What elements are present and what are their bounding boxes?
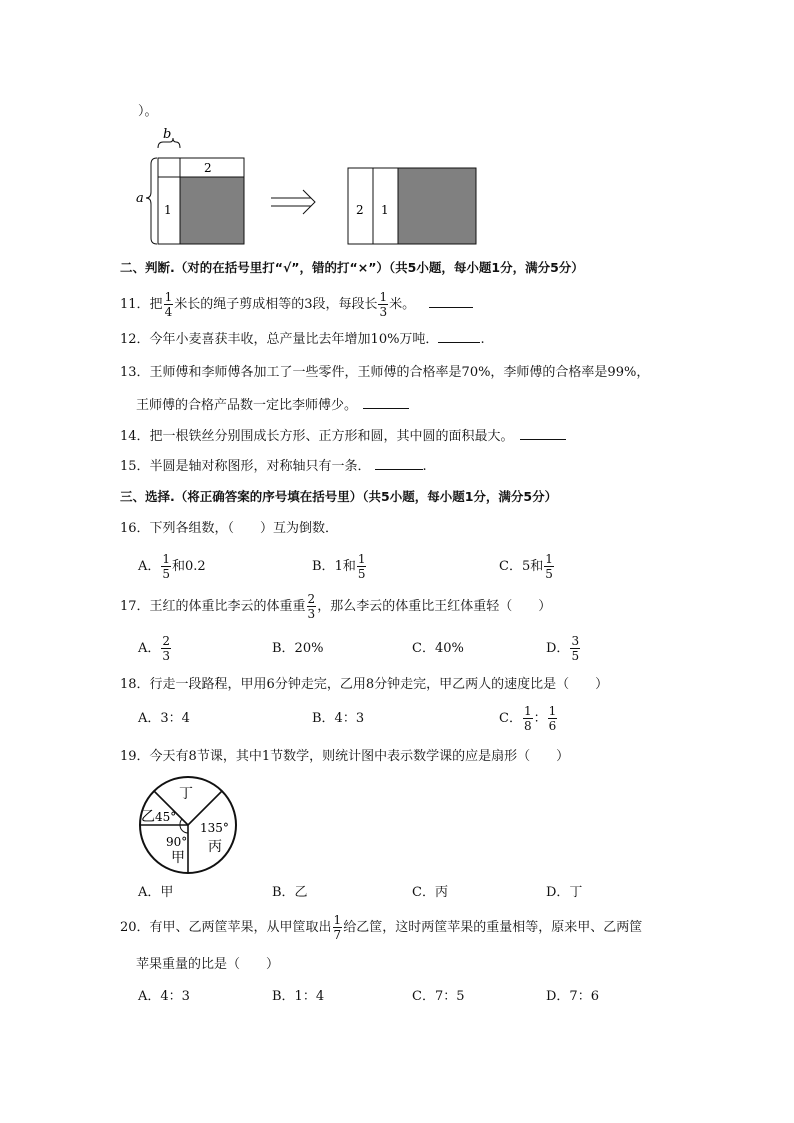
sector-jia-angle: 90° [166, 835, 188, 849]
sector-yi-label: 乙 [141, 809, 155, 825]
question-17: 17．王红的体重比李云的体重重 $\frac{2}{3}$ ，那么李云的体重比王红体重轻（ ） [120, 592, 552, 621]
question-13-line2: 王师傅的合格产品数一定比李师傅少。 [136, 396, 409, 415]
q17-option-a[interactable]: A． $\frac{2}{3}$ [138, 634, 171, 663]
sector-ding-label: 丁 [179, 786, 193, 802]
right-shaded-square [398, 168, 476, 244]
sector-bing-label: 丙 [208, 839, 222, 855]
q14-answer-blank[interactable] [520, 427, 566, 440]
left-shaded-square [180, 177, 244, 244]
q20-option-d[interactable]: D．7：6 [546, 989, 599, 1004]
q13-answer-blank[interactable] [363, 396, 409, 409]
q18-option-a[interactable]: A．3：4 [138, 711, 190, 726]
b-label: b [163, 128, 172, 142]
question-15: 15．半圆是轴对称图形，对称轴只有一条． . [120, 459, 427, 474]
double-arrow-icon [271, 190, 315, 214]
question-12: 12．今年小麦喜获丰收，总产量比去年增加10%万吨． . [120, 332, 485, 347]
right-strip-label-1: 1 [381, 203, 389, 217]
question-19: 19．今天有8节课，其中1节数学，则统计图中表示数学课的应是扇形（ ） [120, 749, 570, 764]
section3-heading: 三、选择.（将正确答案的序号填在括号里）（共5小题，每小题1分，满分5分） [120, 489, 558, 504]
q12-answer-blank[interactable] [438, 330, 480, 343]
q19-option-c[interactable]: C．丙 [412, 885, 448, 900]
a-brace [146, 158, 157, 244]
answer-paren-fragment: ）。 [138, 104, 158, 119]
q11-answer-blank[interactable] [429, 295, 473, 308]
left-strip-label: 1 [164, 203, 172, 217]
q16-option-c[interactable]: C．5和 $\frac{1}{5}$ [499, 552, 553, 581]
q17-option-c[interactable]: C．40% [412, 641, 464, 656]
q16-option-b[interactable]: B．1和 $\frac{1}{5}$ [312, 552, 366, 581]
top-strip-label: 2 [204, 161, 212, 175]
question-16: 16．下列各组数，（ ）互为倒数． [120, 521, 339, 536]
right-strip-label-2: 2 [356, 203, 364, 217]
q17-option-b[interactable]: B．20% [272, 641, 324, 656]
q19-option-b[interactable]: B．乙 [272, 885, 308, 900]
q19-option-a[interactable]: A．甲 [138, 885, 174, 900]
q15-answer-blank[interactable] [375, 457, 423, 470]
q16-option-a[interactable]: A． $\frac{1}{5}$ 和0.2 [138, 552, 206, 581]
q20-option-a[interactable]: A．4：3 [138, 989, 190, 1004]
question-18: 18．行走一段路程，甲用6分钟走完，乙用8分钟走完，甲乙两人的速度比是（ ） [120, 677, 609, 692]
rectangle-transform-figure [135, 128, 480, 248]
q20-option-c[interactable]: C．7：5 [412, 989, 465, 1004]
sector-jia-label: 甲 [171, 850, 185, 866]
q17-option-d[interactable]: D． $\frac{3}{5}$ [546, 634, 580, 663]
pie-chart-figure [136, 774, 242, 878]
question-20-line1: 20．有甲、乙两筐苹果，从甲筐取出 $\frac{1}{7}$ 给乙筐，这时两筐苹果的重量相等，原来甲、乙两筐 [120, 913, 643, 942]
question-11: 11．把 $\frac{1}{4}$ 米长的绳子剪成相等的3段，每段长 $\frac{1}{3}$ 米。 [120, 290, 473, 320]
a-label: a [136, 191, 144, 206]
question-20-line2: 苹果重量的比是（ ） [136, 957, 280, 972]
q18-option-b[interactable]: B．4：3 [312, 711, 365, 726]
q20-option-b[interactable]: B．1：4 [272, 989, 325, 1004]
question-14: 14．把一根铁丝分别围成长方形、正方形和圆，其中圆的面积最大。 [120, 427, 566, 446]
sector-yi-angle: 45° [155, 810, 177, 824]
q18-option-c[interactable]: C． $\frac{1}{8}$ ： $\frac{1}{6}$ [499, 704, 557, 733]
section2-heading: 二、判断.（对的在括号里打“√”，错的打“×”）（共5小题，每小题1分，满分5分） [120, 260, 584, 275]
sector-bing-angle: 135° [200, 821, 229, 835]
question-13-line1: 13．王师傅和李师傅各加工了一些零件，王师傅的合格率是70%，李师傅的合格率是99%， [120, 365, 650, 380]
q19-option-d[interactable]: D．丁 [546, 885, 583, 900]
